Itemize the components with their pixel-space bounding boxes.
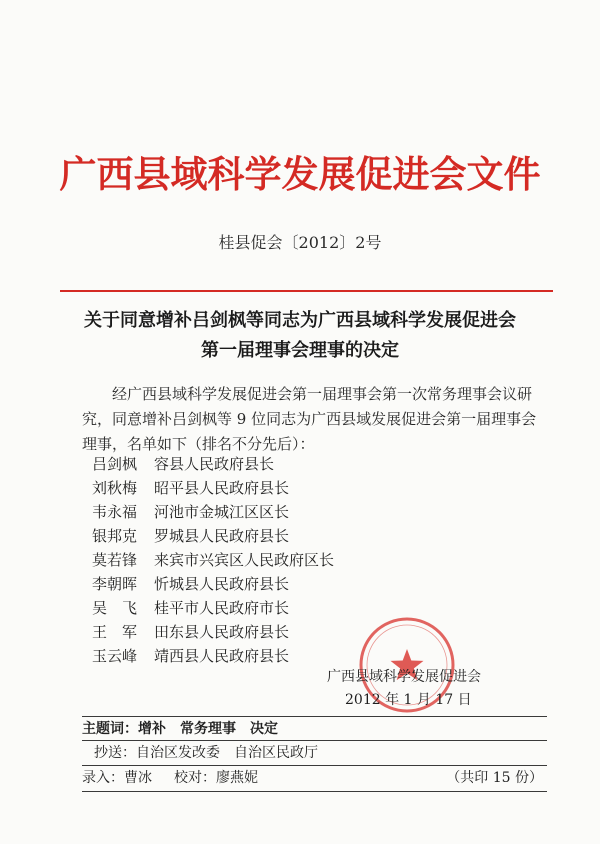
member-post: 河池市金城江区区长 <box>154 503 290 521</box>
cc-recipients: 抄送：自治区发改委 自治区民政厅 <box>94 745 318 761</box>
member-name: 吴 飞 <box>92 599 138 617</box>
member-name: 韦永福 <box>92 503 138 521</box>
subject-keywords: 主题词：增补 常务理事 决定 <box>82 721 278 737</box>
member-post: 罗城县人民政府县长 <box>154 527 290 545</box>
list-item <box>92 548 512 572</box>
red-separator-line <box>60 290 553 292</box>
footer-rule-2 <box>82 765 547 766</box>
member-post: 昭平县人民政府县长 <box>154 479 290 497</box>
document-title-line-2: 第一届理事会理事的决定 <box>201 340 399 361</box>
list-item <box>92 524 512 548</box>
member-name: 王 军 <box>92 623 138 641</box>
entry-by: 录入：曹冰 <box>82 770 152 786</box>
member-name: 莫若锋 <box>92 551 138 569</box>
footer-rule-top <box>82 716 547 717</box>
list-item <box>92 500 512 524</box>
entry-check-line <box>82 769 547 787</box>
list-item <box>92 572 512 596</box>
member-post: 来宾市兴宾区人民政府区长 <box>154 551 335 569</box>
member-post: 忻城县人民政府县长 <box>154 575 290 593</box>
checked-by: 校对：廖燕妮 <box>174 770 258 786</box>
footer-rule-1 <box>82 740 547 741</box>
document-title-line-1: 关于同意增补吕剑枫等同志为广西县域科学发展促进会 <box>84 310 516 331</box>
document-number: 桂县促会〔2012〕2号 <box>218 233 382 252</box>
issue-date: 2012 年 1 月 17 日 <box>345 692 472 708</box>
body-paragraph <box>82 382 547 457</box>
document-org-title: 广西县域科学发展促进会文件 <box>59 152 541 196</box>
member-name: 银邦克 <box>92 527 138 545</box>
list-item <box>92 452 512 476</box>
member-name: 玉云峰 <box>92 647 138 665</box>
issuer-name: 广西县域科学发展促进会 <box>327 669 481 685</box>
footer-rule-bottom <box>82 791 547 792</box>
member-post: 靖西县人民政府县长 <box>154 647 290 665</box>
member-name: 刘秋梅 <box>92 479 138 497</box>
body-paragraph-text: 经广西县域科学发展促进会第一届理事会第一次常务理事会议研究，同意增补吕剑枫等 9 位同志为广西县域发展促进会第一届理事会理事，名单如下（排名不分先后）： <box>82 385 537 453</box>
member-post: 田东县人民政府县长 <box>154 623 290 641</box>
copies-count: （共印 15 份） <box>446 770 543 786</box>
member-post: 容县人民政府县长 <box>154 455 275 473</box>
member-name: 李朝晖 <box>92 575 138 593</box>
member-post: 桂平市人民政府市长 <box>154 599 290 617</box>
member-name: 吕剑枫 <box>92 455 138 473</box>
list-item <box>92 476 512 500</box>
